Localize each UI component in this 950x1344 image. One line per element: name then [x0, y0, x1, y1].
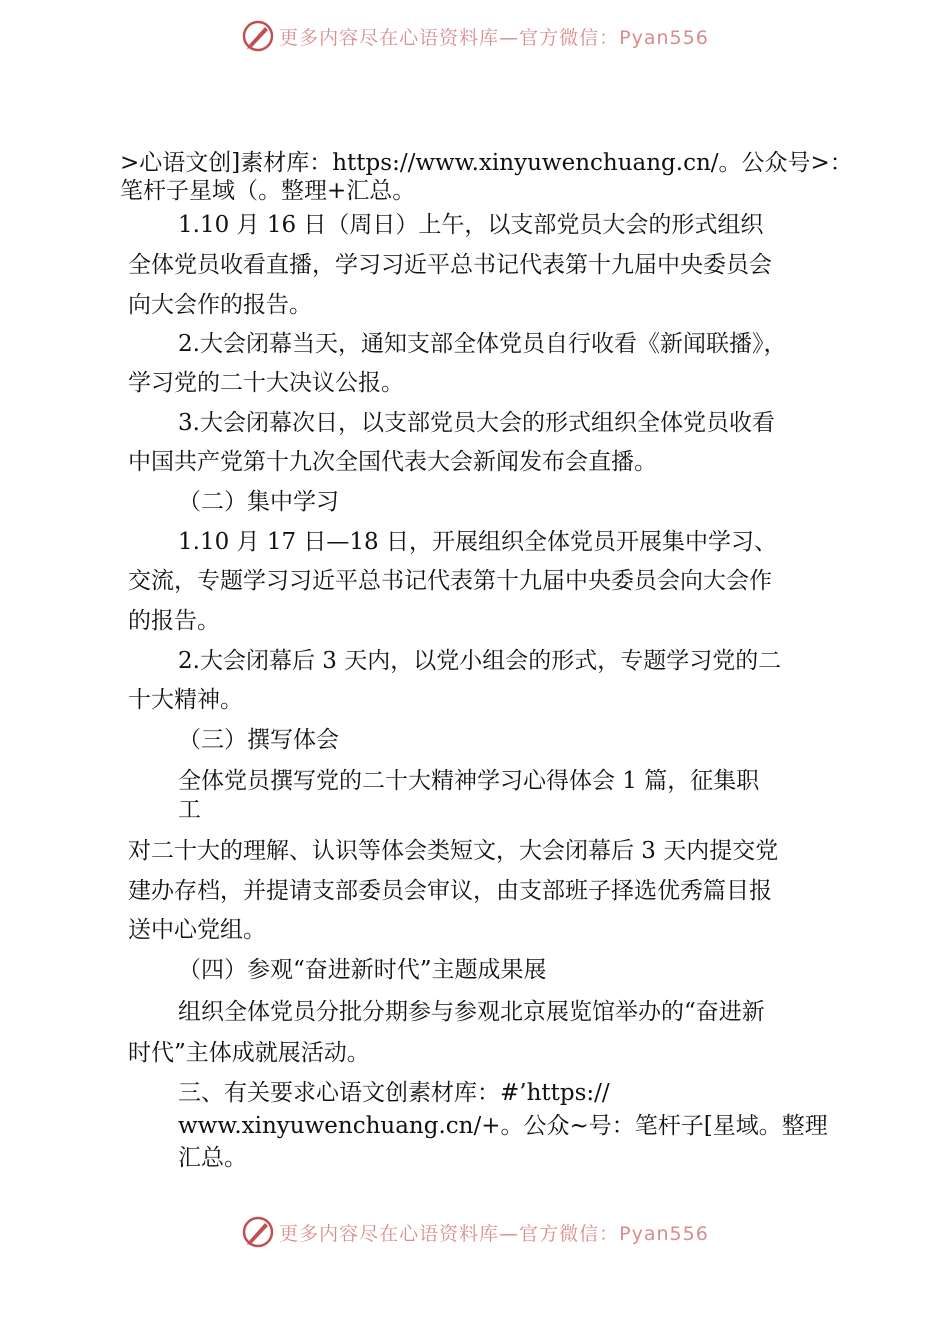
doc-line: 工 [178, 797, 201, 823]
doc-line: www.xinyuwenchuang.cn/+。公众~号：笔杆子[星域。整理 [178, 1113, 828, 1139]
section-heading: （三）撰写体会 [178, 727, 339, 753]
doc-line: 笔杆子星域（。整理+汇总。 [120, 178, 416, 204]
doc-line: 建办存档，并提请支部委员会审议，由支部班子择选优秀篇目报 [128, 878, 772, 904]
doc-line: 中国共产党第十九次全国代表大会新闻发布会直播。 [128, 449, 657, 475]
section-heading: （四）参观“奋进新时代”主题成果展 [178, 957, 547, 983]
doc-line: 的报告。 [128, 608, 220, 634]
doc-line: 向大会作的报告。 [128, 292, 312, 318]
doc-line: 对二十大的理解、认识等体会类短文，大会闭幕后 3 天内提交党 [128, 838, 779, 864]
doc-line: 3.大会闭幕次日，以支部党员大会的形式组织全体党员收看 [178, 410, 775, 436]
doc-line: 全体党员收看直播，学习习近平总书记代表第十九届中央委员会 [128, 252, 772, 278]
footer-banner-text: 更多内容尽在心语资料库—官方微信：Pyan556 [279, 1222, 709, 1245]
doc-line: 汇总。 [178, 1145, 247, 1171]
doc-line: 三、有关要求心语文创素材库：#’https:// [178, 1080, 610, 1106]
doc-line: 交流，专题学习习近平总书记代表第十九届中央委员会向大会作 [128, 568, 772, 594]
doc-line: 2.大会闭幕当天，通知支部全体党员自行收看《新闻联播》， [178, 331, 787, 357]
doc-line: 1.10 月 16 日（周日）上午，以支部党员大会的形式组织 [178, 212, 764, 238]
doc-line: 学习党的二十大决议公报。 [128, 370, 404, 396]
doc-line: 送中心党组。 [128, 917, 266, 943]
doc-line: 全体党员撰写党的二十大精神学习心得体会 1 篇，征集职 [178, 768, 760, 794]
doc-line: 组织全体党员分批分期参与参观北京展览馆举办的“奋进新 [178, 999, 765, 1025]
footer-banner [0, 1210, 950, 1254]
doc-line: 十大精神。 [128, 687, 243, 713]
header-banner-text: 更多内容尽在心语资料库—官方微信：Pyan556 [279, 26, 709, 49]
doc-line: 1.10 月 17 日—18 日，开展组织全体党员开展集中学习、 [178, 529, 777, 555]
doc-line: 时代”主体成就展活动。 [128, 1040, 370, 1066]
pen-logo-icon [241, 1215, 275, 1249]
doc-line: 2.大会闭幕后 3 天内，以党小组会的形式，专题学习党的二 [178, 648, 782, 674]
section-heading: （二）集中学习 [178, 489, 339, 515]
doc-line: >心语文创]素材库：https://www.xinyuwenchuang.cn/。公众号>： [120, 150, 853, 176]
